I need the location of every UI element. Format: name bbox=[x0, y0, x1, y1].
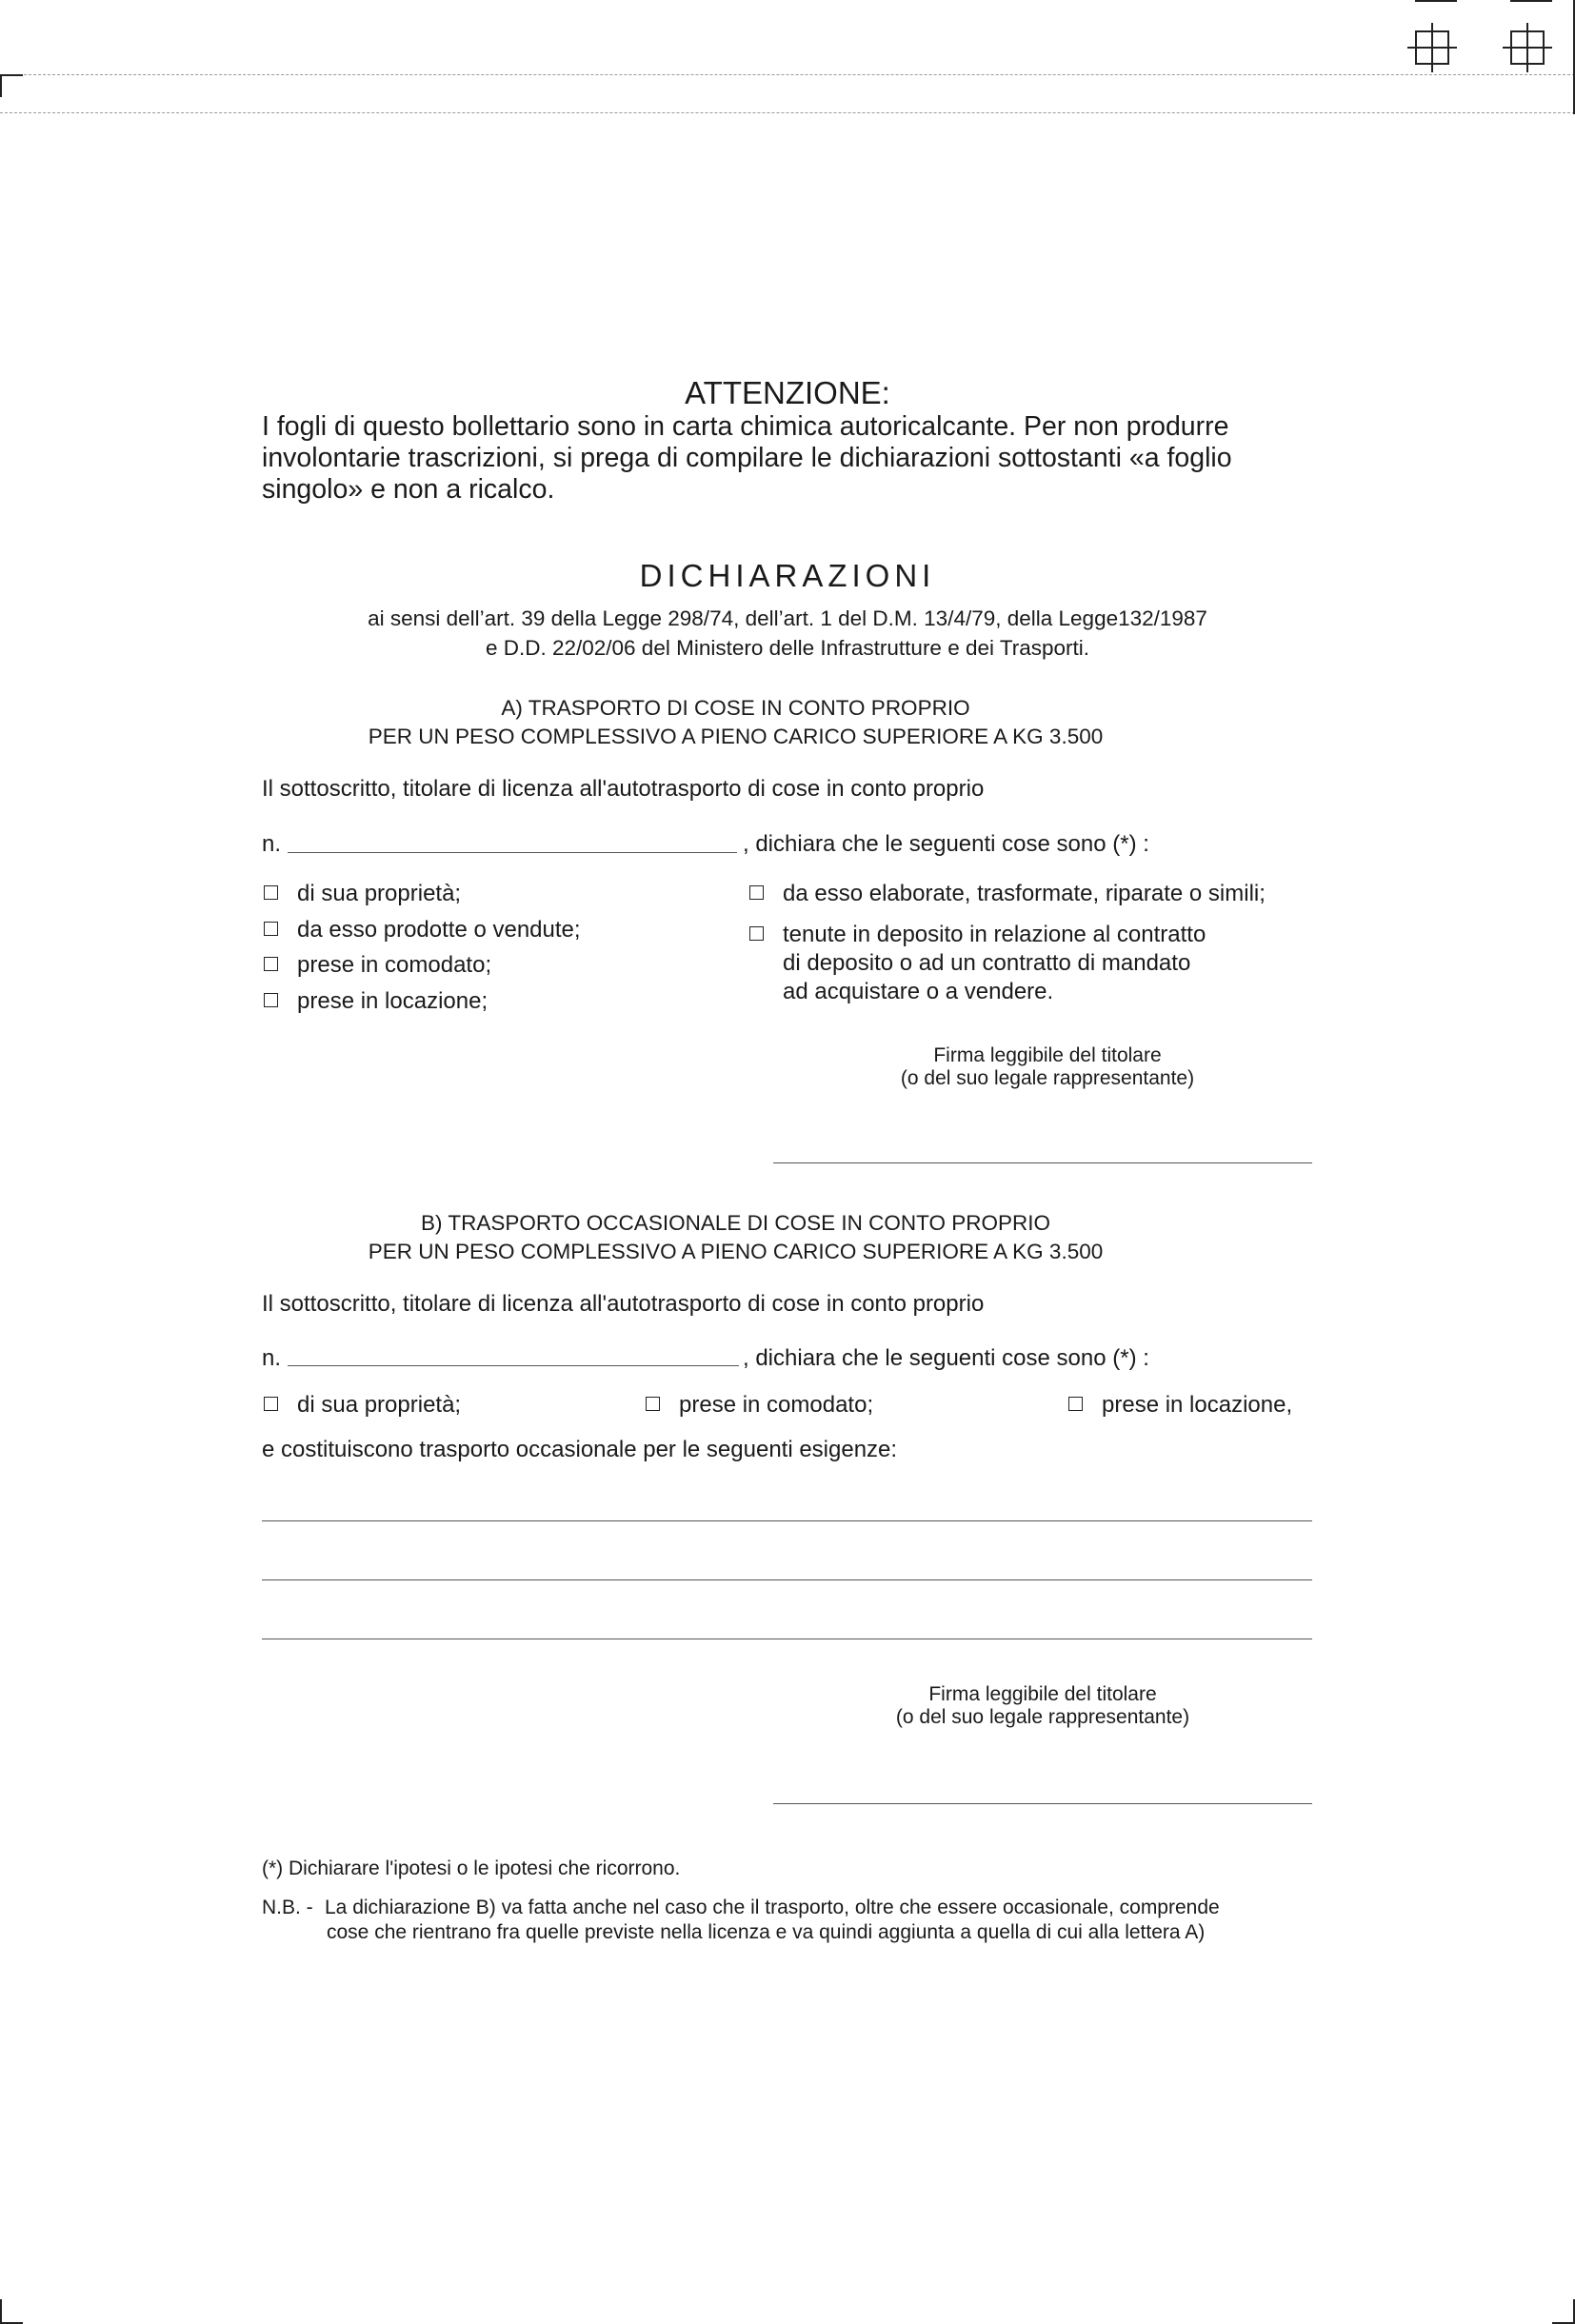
nb-text-line: cose che rientrano fra quelle previste nella licenza e va quindi aggiunta a quella di cui alla lettera A) bbox=[327, 1921, 1206, 1943]
section-a-option-comodato[interactable] bbox=[264, 951, 491, 980]
section-a-option-elaborate[interactable] bbox=[749, 880, 1266, 908]
checkbox[interactable] bbox=[264, 885, 278, 900]
section-b-license-number-field[interactable] bbox=[288, 1365, 739, 1366]
declarations-title: DICHIARAZIONI bbox=[639, 558, 936, 593]
checkbox[interactable] bbox=[749, 926, 764, 941]
option-label-line: di deposito o ad un contratto di mandato bbox=[783, 950, 1191, 976]
section-a-signature-field[interactable] bbox=[773, 1162, 1312, 1163]
checkbox[interactable] bbox=[1068, 1397, 1083, 1411]
section-a-option-proprieta[interactable] bbox=[264, 880, 461, 908]
section-a-n-label: n. bbox=[262, 831, 282, 857]
section-b-intro: Il sottoscritto, titolare di licenza all'autotrasporto di cose in conto proprio bbox=[262, 1291, 985, 1317]
section-a-option-prodotte[interactable] bbox=[264, 916, 581, 944]
option-label: prese in comodato; bbox=[679, 1392, 874, 1418]
option-label: da esso prodotte o vendute; bbox=[297, 917, 581, 943]
section-b-needs-text: e costituiscono trasporto occasionale per le seguenti esigenze: bbox=[262, 1437, 898, 1462]
section-a-signature-label bbox=[790, 1044, 1305, 1090]
crop-mark bbox=[1510, 0, 1552, 2]
section-a-option-locazione[interactable] bbox=[264, 987, 488, 1016]
section-a-option-deposito[interactable] bbox=[749, 921, 1206, 1006]
option-label-line: tenute in deposito in relazione al contratto bbox=[783, 922, 1206, 947]
option-label bbox=[783, 921, 1206, 1006]
option-label: prese in comodato; bbox=[297, 952, 492, 978]
perforation-line-top bbox=[0, 74, 1575, 75]
section-b-n-label: n. bbox=[262, 1345, 282, 1371]
section-b-title-line: B) TRASPORTO OCCASIONALE DI COSE IN CONTO PROPRIO bbox=[421, 1211, 1050, 1235]
signature-label-line: Firma leggibile del titolare bbox=[928, 1683, 1157, 1705]
checkbox[interactable] bbox=[264, 957, 278, 971]
section-a-license-number-field[interactable] bbox=[288, 852, 737, 853]
section-b-option-locazione[interactable] bbox=[1068, 1391, 1292, 1420]
needs-line-field[interactable] bbox=[262, 1579, 1312, 1580]
section-b-option-comodato[interactable] bbox=[646, 1391, 873, 1420]
section-a-title-line: PER UN PESO COMPLESSIVO A PIENO CARICO SUPERIORE A KG 3.500 bbox=[368, 725, 1104, 748]
perforation-line-bottom bbox=[0, 112, 1575, 113]
checkbox[interactable] bbox=[646, 1397, 660, 1411]
subtitle-line: e D.D. 22/02/06 del Ministero delle Infrastrutture e dei Trasporti. bbox=[485, 636, 1090, 660]
needs-line-field[interactable] bbox=[262, 1520, 1312, 1521]
section-a-intro: Il sottoscritto, titolare di licenza all'autotrasporto di cose in conto proprio bbox=[262, 776, 985, 802]
option-label-line: ad acquistare o a vendere. bbox=[783, 979, 1054, 1004]
section-b-signature-label bbox=[786, 1683, 1300, 1729]
signature-label-line: Firma leggibile del titolare bbox=[933, 1044, 1162, 1066]
option-label: da esso elaborate, trasformate, riparate o simili; bbox=[783, 881, 1266, 906]
crop-mark bbox=[0, 2299, 2, 2324]
registration-mark-icon bbox=[1510, 30, 1545, 65]
checkbox[interactable] bbox=[264, 993, 278, 1007]
section-a-declares-text: , dichiara che le seguenti cose sono (*) : bbox=[743, 831, 1149, 857]
option-label: prese in locazione; bbox=[297, 988, 488, 1014]
section-b-declares-text: , dichiara che le seguenti cose sono (*) : bbox=[743, 1345, 1149, 1371]
nb-text-line: La dichiarazione B) va fatta anche nel caso che il trasporto, oltre che essere occasionale, comprende bbox=[325, 1897, 1220, 1918]
option-label: di sua proprietà; bbox=[297, 1392, 462, 1418]
nb-label: N.B. - bbox=[262, 1897, 313, 1918]
section-b-title-line: PER UN PESO COMPLESSIVO A PIENO CARICO SUPERIORE A KG 3.500 bbox=[368, 1240, 1104, 1263]
crop-mark bbox=[1415, 0, 1457, 2]
section-a-title bbox=[0, 694, 1471, 751]
checkbox[interactable] bbox=[749, 885, 764, 900]
checkbox[interactable] bbox=[264, 922, 278, 936]
declarations-subtitle bbox=[0, 604, 1575, 663]
subtitle-line: ai sensi dell’art. 39 della Legge 298/74, dell’art. 1 del D.M. 13/4/79, della Legge132/1987 bbox=[368, 606, 1207, 630]
section-a-title-line: A) TRASPORTO DI COSE IN CONTO PROPRIO bbox=[501, 696, 970, 720]
signature-label-line: (o del suo legale rappresentante) bbox=[900, 1067, 1195, 1089]
section-b-title bbox=[0, 1209, 1471, 1266]
registration-mark-icon bbox=[1415, 30, 1449, 65]
crop-mark bbox=[0, 74, 23, 76]
asterisk-footnote: (*) Dichiarare l'ipotesi o le ipotesi che ricorrono. bbox=[262, 1857, 681, 1879]
option-label: prese in locazione, bbox=[1102, 1392, 1293, 1418]
section-b-option-proprieta[interactable] bbox=[264, 1391, 461, 1420]
attention-title: ATTENZIONE: bbox=[685, 375, 890, 410]
section-b-signature-field[interactable] bbox=[773, 1803, 1312, 1804]
checkbox[interactable] bbox=[264, 1397, 278, 1411]
option-label: di sua proprietà; bbox=[297, 881, 462, 906]
crop-mark bbox=[0, 74, 2, 97]
signature-label-line: (o del suo legale rappresentante) bbox=[895, 1706, 1190, 1728]
attention-text: I fogli di questo bollettario sono in carta chimica autoricalcante. Per non produrre involontarie trascrizioni, si prega di compilare le dichiarazioni sottostanti «a foglio singolo» e non a ricalco. bbox=[262, 411, 1232, 505]
